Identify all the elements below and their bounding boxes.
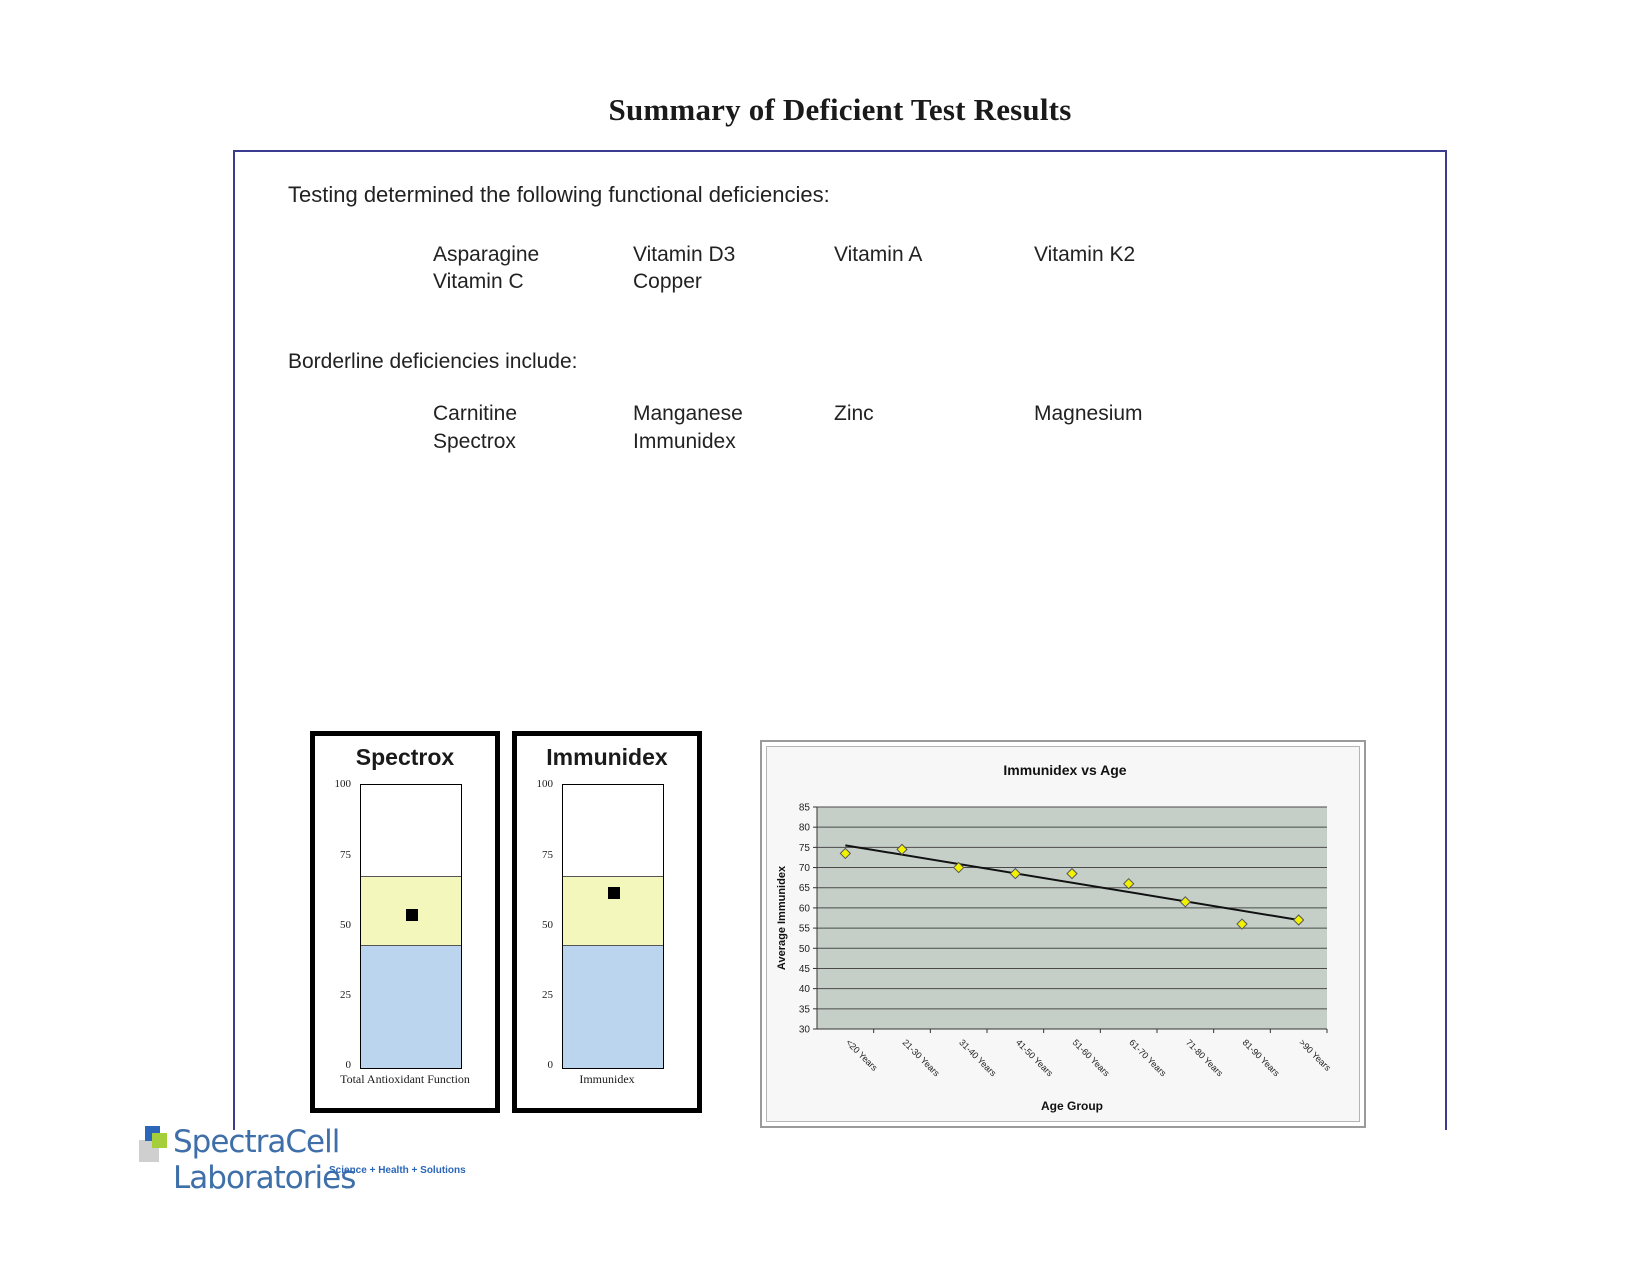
gauge-tick: 75: [340, 849, 351, 861]
gauge-title: Immunidex: [546, 744, 668, 770]
y-tick-label: 65: [798, 883, 810, 895]
gauge-bar: [562, 784, 664, 1069]
gauge-tick: 50: [542, 919, 553, 931]
y-tick-label: 80: [798, 822, 810, 834]
gauge-tick: 25: [542, 989, 553, 1001]
y-axis-label: Average Immunidex: [776, 865, 788, 971]
gauge-tick: 75: [542, 849, 553, 861]
borderline-heading: Borderline deficiencies include:: [288, 350, 578, 373]
x-tick-label: 51-60 Years: [1070, 1037, 1112, 1079]
borderline-item: Zinc: [834, 402, 874, 425]
page-title: Summary of Deficient Test Results: [608, 92, 1072, 127]
chart-area: [766, 746, 1360, 1122]
x-tick-label: 81-90 Years: [1240, 1037, 1282, 1079]
y-tick-label: 50: [798, 943, 810, 955]
plot-area: [817, 807, 1327, 1029]
logo-tagline: Science + Health + Solutions: [329, 1165, 466, 1176]
deficiency-item: Vitamin D3: [633, 243, 736, 266]
y-tick-label: 45: [798, 963, 810, 975]
y-tick-label: 40: [798, 984, 810, 996]
deficiencies-heading: Testing determined the following functional deficiencies:: [288, 182, 830, 207]
gauge-bar: [360, 784, 462, 1069]
borderline-item: Spectrox: [433, 430, 516, 453]
y-tick-label: 85: [798, 802, 810, 814]
chart-title: Immunidex vs Age: [1003, 762, 1127, 778]
gauge-tick: 25: [340, 989, 351, 1001]
logo-name: SpectraCell Laboratories: [173, 1124, 356, 1196]
y-tick-label: 35: [798, 1004, 810, 1016]
gauge-tick: 0: [547, 1059, 553, 1071]
chart-svg: [767, 747, 1363, 1125]
spectracell-logo: [139, 1122, 519, 1196]
spectrox-gauge: [310, 731, 500, 1113]
borderline-item: Carnitine: [433, 402, 518, 425]
gauge-deficient-zone: [563, 946, 663, 1068]
gauge-tick: 100: [334, 778, 351, 790]
y-tick-label: 70: [798, 863, 810, 875]
x-tick-label: 61-70 Years: [1127, 1037, 1169, 1079]
y-tick-label: 55: [798, 923, 810, 935]
y-tick-label: 75: [798, 842, 810, 854]
x-tick-label: >90 Years: [1297, 1037, 1333, 1073]
gauge-tick: 100: [536, 778, 553, 790]
x-tick-label: <20 Years: [843, 1037, 880, 1073]
gauge-caption: Immunidex: [579, 1072, 635, 1086]
x-axis-label: Age Group: [1041, 1099, 1103, 1113]
deficiency-item: Vitamin A: [834, 243, 923, 266]
immunidex-vs-age-chart: [760, 740, 1366, 1128]
gauge-value-marker: [406, 909, 418, 921]
y-tick-label: 30: [798, 1024, 810, 1036]
borderline-item: Magnesium: [1034, 402, 1143, 425]
deficiency-item: Copper: [633, 270, 702, 293]
gauge-tick: 0: [345, 1059, 351, 1071]
x-tick-label: 41-50 Years: [1013, 1037, 1055, 1079]
gauge-title: Spectrox: [355, 744, 455, 770]
deficiency-item: Vitamin K2: [1034, 243, 1136, 266]
x-tick-label: 31-40 Years: [957, 1037, 999, 1079]
x-tick-label: 21-30 Years: [900, 1037, 942, 1079]
borderline-item: Immunidex: [633, 430, 736, 453]
y-tick-label: 60: [798, 903, 810, 915]
gauge-deficient-zone: [361, 946, 461, 1068]
x-tick-label: 71-80 Years: [1183, 1037, 1225, 1079]
deficiency-item: Asparagine: [433, 243, 540, 266]
gauge-caption: Total Antioxidant Function: [340, 1072, 470, 1086]
gauge-tick: 50: [340, 919, 351, 931]
deficiency-item: Vitamin C: [433, 270, 524, 293]
gauge-value-marker: [608, 887, 620, 899]
borderline-item: Manganese: [633, 402, 743, 425]
immunidex-gauge: [512, 731, 702, 1113]
